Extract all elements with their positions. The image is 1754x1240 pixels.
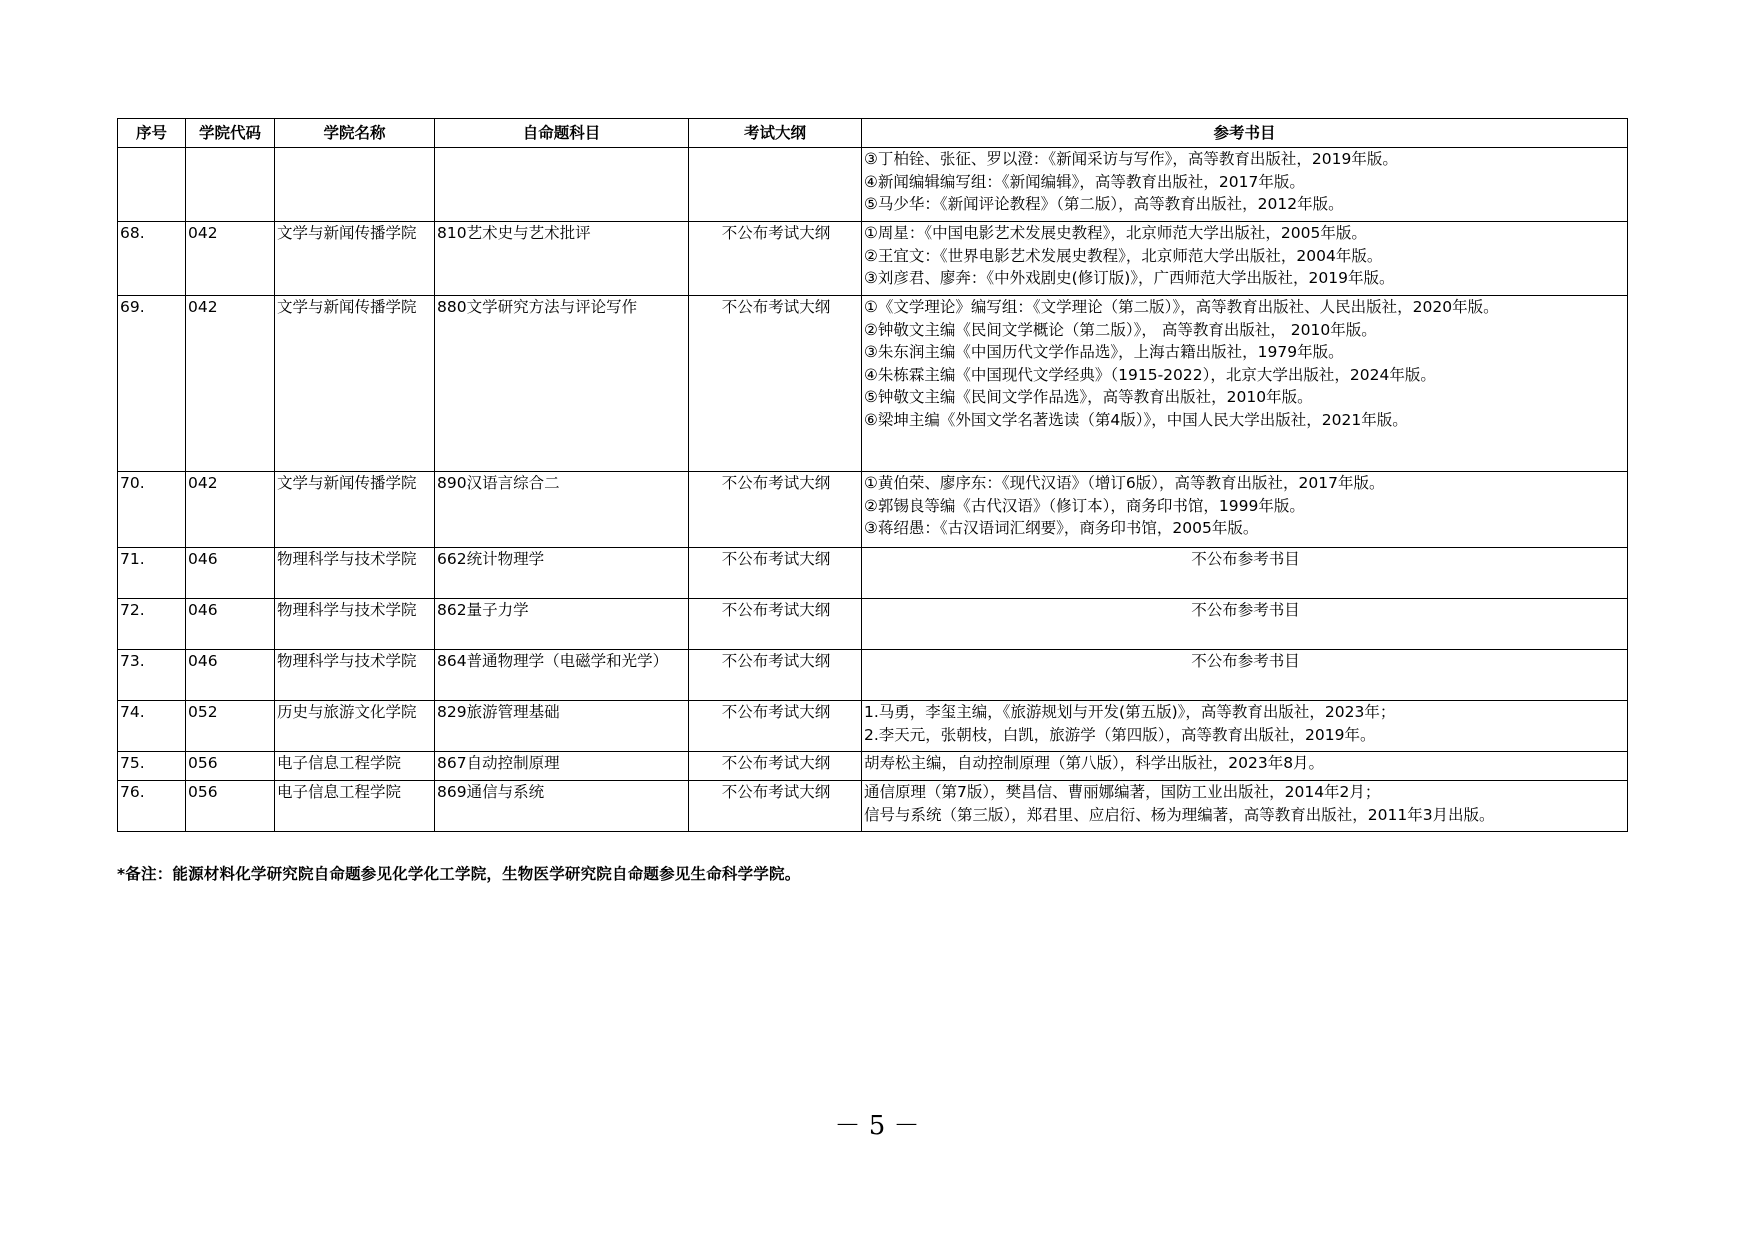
cell-exam-outline: 不公布考试大纲 xyxy=(689,296,862,472)
header-exam-outline: 考试大纲 xyxy=(689,119,862,148)
cell-exam-outline: 不公布考试大纲 xyxy=(689,752,862,781)
cell-exam-outline: 不公布考试大纲 xyxy=(689,222,862,296)
cell-subject: 864普通物理学（电磁学和光学） xyxy=(435,650,689,701)
cell-school-code: 046 xyxy=(186,650,275,701)
reference-item: ③刘彦君、廖奔：《中外戏剧史(修订版)》，广西师范大学出版社，2019年版。 xyxy=(864,269,1395,287)
cell-exam-outline: 不公布考试大纲 xyxy=(689,548,862,599)
reference-item: ①周星：《中国电影艺术发展史教程》，北京师范大学出版社，2005年版。 xyxy=(864,224,1367,242)
cell-serial-no: 76. xyxy=(118,781,186,832)
cell-serial-no: 74. xyxy=(118,701,186,752)
cell-exam-outline: 不公布考试大纲 xyxy=(689,781,862,832)
cell-school-code: 052 xyxy=(186,701,275,752)
cell-subject: 867自动控制原理 xyxy=(435,752,689,781)
table-row xyxy=(118,650,1628,701)
cell-exam-outline: 不公布考试大纲 xyxy=(689,650,862,701)
table-row xyxy=(118,599,1628,650)
reference-item: 通信原理（第7版），樊昌信、曹丽娜编著，国防工业出版社，2014年2月； xyxy=(864,783,1381,801)
cell-subject: 662统计物理学 xyxy=(435,548,689,599)
cell-exam-outline: 不公布考试大纲 xyxy=(689,472,862,548)
table-row xyxy=(118,781,1628,832)
cell-exam-outline: 不公布考试大纲 xyxy=(689,701,862,752)
header-subject: 自命题科目 xyxy=(435,119,689,148)
reference-item: ①黄伯荣、廖序东：《现代汉语》（增订6版），高等教育出版社，2017年版。 xyxy=(864,474,1385,492)
cell-subject: 829旅游管理基础 xyxy=(435,701,689,752)
cell-subject: 890汉语言综合二 xyxy=(435,472,689,548)
cell-reference-books xyxy=(862,752,1628,781)
reference-item: ③朱东润主编《中国历代文学作品选》，上海古籍出版社，1979年版。 xyxy=(864,343,1344,361)
cell-subject: 810艺术史与艺术批评 xyxy=(435,222,689,296)
cell-school-code: 042 xyxy=(186,222,275,296)
page-number: － 5 － xyxy=(834,1111,920,1141)
admission-catalog-page xyxy=(117,118,1627,832)
cell-school-name: 电子信息工程学院 xyxy=(275,781,435,832)
cell-school-name: 文学与新闻传播学院 xyxy=(275,222,435,296)
cell-school-name: 文学与新闻传播学院 xyxy=(275,296,435,472)
footnote-remark: *备注：能源材料化学研究院自命题参见化学化工学院，生物医学研究院自命题参见生命科学学院。 xyxy=(117,865,801,883)
table-row xyxy=(118,222,1628,296)
cell-serial-no: 75. xyxy=(118,752,186,781)
cell-school-code: 056 xyxy=(186,752,275,781)
cell-serial-no: 73. xyxy=(118,650,186,701)
reference-item: ⑤马少华：《新闻评论教程》（第二版），高等教育出版社，2012年版。 xyxy=(864,195,1344,213)
reference-item: 1.马勇，李玺主编，《旅游规划与开发(第五版)》，高等教育出版社，2023年； xyxy=(864,703,1396,721)
reference-item: ③蒋绍愚：《古汉语词汇纲要》，商务印书馆，2005年版。 xyxy=(864,519,1259,537)
reference-item: ①《文学理论》编写组：《文学理论（第二版）》，高等教育出版社、人民出版社，2020年版。 xyxy=(864,298,1499,316)
cell-reference-books xyxy=(862,296,1628,472)
cell-reference-books: 不公布参考书目 xyxy=(862,650,1628,701)
reference-item: 2.李天元，张朝枝，白凯，旅游学（第四版），高等教育出版社，2019年。 xyxy=(864,725,1376,744)
header-school-name: 学院名称 xyxy=(275,119,435,148)
cell-reference-books xyxy=(862,701,1628,752)
cell-exam-outline: 不公布考试大纲 xyxy=(689,599,862,650)
cell-school-name: 物理科学与技术学院 xyxy=(275,548,435,599)
reference-item: ③丁柏铨、张征、罗以澄：《新闻采访与写作》，高等教育出版社，2019年版。 xyxy=(864,150,1398,168)
cell-reference-books: 不公布参考书目 xyxy=(862,548,1628,599)
cell-serial-no xyxy=(118,148,186,222)
cell-school-name: 文学与新闻传播学院 xyxy=(275,472,435,548)
cell-exam-outline xyxy=(689,148,862,222)
header-serial-no: 序号 xyxy=(118,119,186,148)
cell-serial-no: 72. xyxy=(118,599,186,650)
table-row xyxy=(118,472,1628,548)
table-row xyxy=(118,296,1628,472)
cell-serial-no: 70. xyxy=(118,472,186,548)
header-school-code: 学院代码 xyxy=(186,119,275,148)
cell-school-name: 历史与旅游文化学院 xyxy=(275,701,435,752)
reference-item: ④朱栋霖主编《中国现代文学经典》（1915-2022），北京大学出版社，2024年版。 xyxy=(864,365,1436,384)
reference-item: ②钟敬文主编《民间文学概论（第二版）》， 高等教育出版社， 2010年版。 xyxy=(864,320,1377,339)
cell-school-name: 物理科学与技术学院 xyxy=(275,650,435,701)
reference-item: ④新闻编辑编写组：《新闻编辑》，高等教育出版社，2017年版。 xyxy=(864,172,1305,191)
cell-reference-books: 不公布参考书目 xyxy=(862,599,1628,650)
table-row-continued xyxy=(118,148,1628,222)
cell-reference-books xyxy=(862,222,1628,296)
cell-school-code: 042 xyxy=(186,296,275,472)
table-row xyxy=(118,548,1628,599)
cell-school-name: 电子信息工程学院 xyxy=(275,752,435,781)
cell-serial-no: 71. xyxy=(118,548,186,599)
table-row xyxy=(118,752,1628,781)
reference-item: 胡寿松主编，自动控制原理（第八版），科学出版社，2023年8月。 xyxy=(864,754,1325,772)
reference-item: 信号与系统（第三版），郑君里、应启衍、杨为理编著，高等教育出版社，2011年3月出版。 xyxy=(864,805,1495,824)
cell-subject: 869通信与系统 xyxy=(435,781,689,832)
cell-school-code: 042 xyxy=(186,472,275,548)
exam-subject-table xyxy=(117,118,1628,832)
cell-school-code: 056 xyxy=(186,781,275,832)
cell-school-code: 046 xyxy=(186,548,275,599)
cell-subject: 880文学研究方法与评论写作 xyxy=(435,296,689,472)
cell-school-name: 物理科学与技术学院 xyxy=(275,599,435,650)
reference-item: ⑤钟敬文主编《民间文学作品选》，高等教育出版社，2010年版。 xyxy=(864,388,1313,406)
cell-reference-books xyxy=(862,781,1628,832)
reference-item: ②郭锡良等编《古代汉语》（修订本），商务印书馆，1999年版。 xyxy=(864,496,1305,515)
cell-school-code xyxy=(186,148,275,222)
cell-reference-books xyxy=(862,472,1628,548)
cell-serial-no: 69. xyxy=(118,296,186,472)
header-reference-books: 参考书目 xyxy=(862,119,1628,148)
cell-reference-books xyxy=(862,148,1628,222)
cell-school-name xyxy=(275,148,435,222)
cell-serial-no: 68. xyxy=(118,222,186,296)
cell-school-code: 046 xyxy=(186,599,275,650)
table-row xyxy=(118,701,1628,752)
reference-item: ②王宜文：《世界电影艺术发展史教程》，北京师范大学出版社，2004年版。 xyxy=(864,246,1383,265)
cell-subject: 862量子力学 xyxy=(435,599,689,650)
table-header-row xyxy=(118,119,1628,148)
cell-subject xyxy=(435,148,689,222)
reference-item: ⑥梁坤主编《外国文学名著选读（第4版）》，中国人民大学出版社，2021年版。 xyxy=(864,410,1408,429)
